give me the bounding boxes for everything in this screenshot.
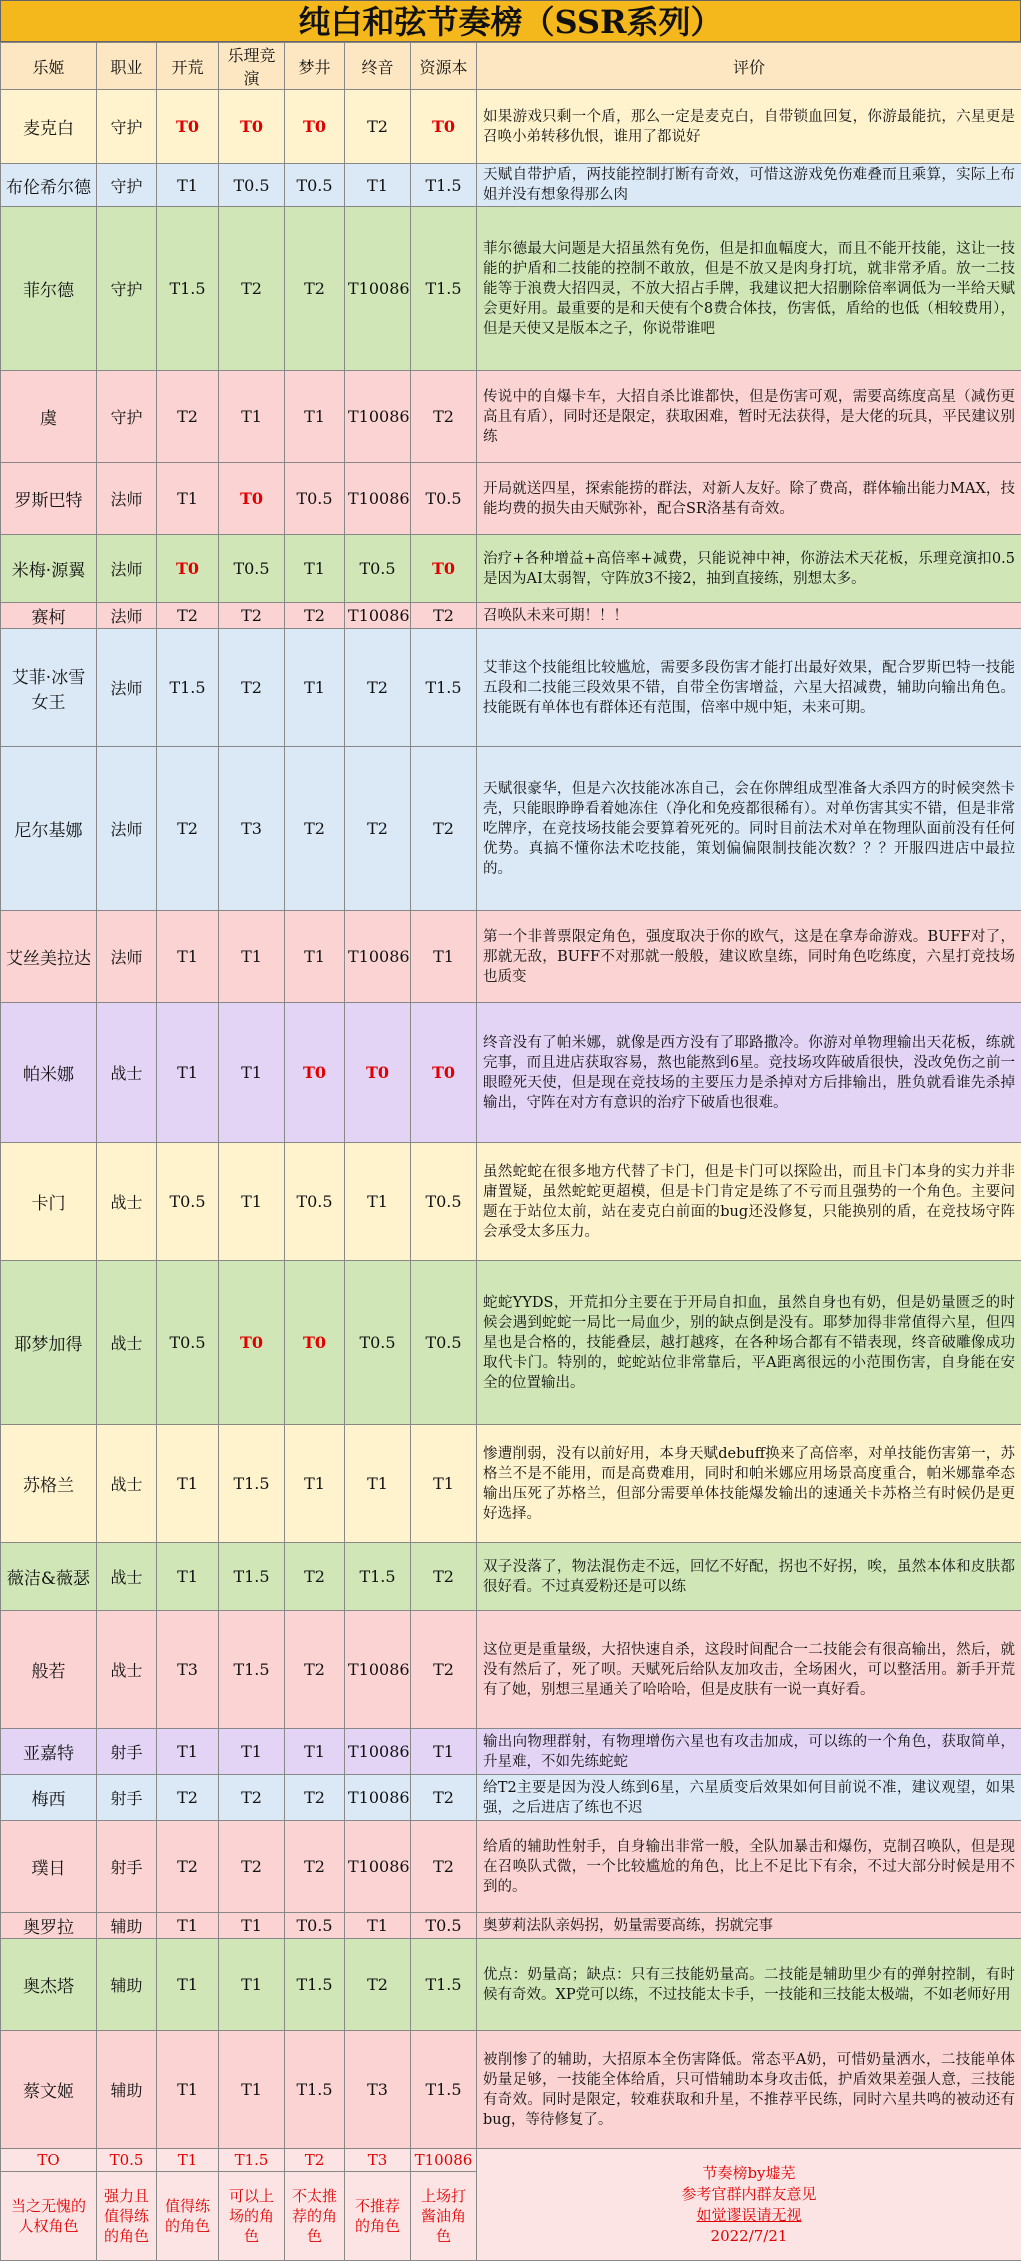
tier-mengjing: T0 (285, 1261, 345, 1425)
character-row (1, 1543, 1021, 1611)
character-job: 守护 (97, 371, 157, 463)
character-name: 赛柯 (1, 603, 97, 629)
tier-kaihuang: T1 (157, 463, 219, 535)
character-job: 战士 (97, 1425, 157, 1543)
tier-zhongyin: T1 (345, 164, 411, 207)
character-name: 亚嘉特 (1, 1729, 97, 1775)
tier-kaihuang: T3 (157, 1611, 219, 1729)
tier-mengjing: T0.5 (285, 463, 345, 535)
tier-ziyuanben: T2 (411, 1821, 477, 1913)
character-row (1, 1425, 1021, 1543)
tier-key: T3 (345, 2149, 411, 2172)
character-job: 战士 (97, 1543, 157, 1611)
tier-mengjing: T2 (285, 207, 345, 371)
tier-kaihuang: T0 (157, 90, 219, 164)
character-name: 布伦希尔德 (1, 164, 97, 207)
tier-mengjing: T2 (285, 1543, 345, 1611)
character-row (1, 1729, 1021, 1775)
publish-date: 2022/7/21 (480, 2226, 1018, 2247)
character-name: 薇洁&薇瑟 (1, 1543, 97, 1611)
character-review: 蛇蛇YYDS，开荒扣分主要在于开局自扣血，虽然自身也有奶，但是奶量匮乏的时候会遇到蛇蛇一局比一局血少，别的缺点倒是没有。耶梦加得非常值得六星，但四星也是合格的，技能叠层，越打越疼，在各种场合都有不错表现，终音破雕像成功取代卡门。特别的，蛇蛇站位非常靠后，平A距离很远的小范围伤害，自身能在安全的位置输出。 (477, 1261, 1021, 1425)
character-job: 守护 (97, 90, 157, 164)
tier-legend: 不太推荐的角色 (285, 2172, 345, 2261)
tier-mengjing: T0.5 (285, 1143, 345, 1261)
tier-ziyuanben: T2 (411, 747, 477, 911)
character-review: 第一个非普票限定角色，强度取决于你的欧气，这是在拿寿命游戏。BUFF对了，那就无敌，BUFF不对那就一般般，建议欧皇练，同时角色吃练度，六星打竞技场也质变 (477, 911, 1021, 1003)
character-row (1, 207, 1021, 371)
tier-kaihuang: T1 (157, 1425, 219, 1543)
character-review: 奥萝莉法队亲妈拐，奶量需要高练，拐就完事 (477, 1913, 1021, 1939)
character-name: 奥杰塔 (1, 1939, 97, 2031)
tier-mengjing: T1 (285, 911, 345, 1003)
header-review: 评价 (477, 43, 1021, 90)
tier-kaihuang: T1 (157, 164, 219, 207)
character-job: 射手 (97, 1821, 157, 1913)
tier-mengjing: T2 (285, 1821, 345, 1913)
tier-mengjing: T1 (285, 1425, 345, 1543)
tier-mengjing: T1 (285, 1729, 345, 1775)
tier-zhongyin: T2 (345, 747, 411, 911)
tier-ziyuanben: T1.5 (411, 629, 477, 747)
character-row (1, 1939, 1021, 2031)
character-review: 天赋自带护盾，两技能控制打断有奇效，可惜这游戏免伤难叠而且乘算，实际上布姐并没有想象得那么肉 (477, 164, 1021, 207)
tier-zhongyin: T2 (345, 90, 411, 164)
tier-key: T10086 (411, 2149, 477, 2172)
character-review: 菲尔德最大问题是大招虽然有免伤，但是扣血幅度大，而且不能开技能，这让一技能的护盾和二技能的控制不敢放，但是不放又是肉身打坑，就非常矛盾。放一二技能等于浪费大招四灵，不放大招占手牌，我建议把大招删除倍率调低为一半给天赋会更好用。最重要的是和天使有个8费合体技，伤害低，盾给的也低（相较费用），但是天使又是版本之子，你说带谁吧 (477, 207, 1021, 371)
tier-zhongyin: T10086 (345, 207, 411, 371)
character-job: 战士 (97, 1611, 157, 1729)
tier-kaihuang: T0 (157, 535, 219, 603)
tier-yueli: T0.5 (219, 164, 285, 207)
tier-zhongyin: T10086 (345, 1775, 411, 1821)
character-name: 艾丝美拉达 (1, 911, 97, 1003)
tier-ziyuanben: T1 (411, 911, 477, 1003)
tier-ziyuanben: T0 (411, 535, 477, 603)
tier-yueli: T1 (219, 1913, 285, 1939)
character-review: 给T2主要是因为没人练到6星，六星质变后效果如何目前说不准，建议观望，如果强，之后进店了练也不迟 (477, 1775, 1021, 1821)
character-row (1, 1261, 1021, 1425)
tier-zhongyin: T10086 (345, 1611, 411, 1729)
tier-yueli: T2 (219, 629, 285, 747)
character-job: 法师 (97, 463, 157, 535)
tier-kaihuang: T2 (157, 603, 219, 629)
tier-legend: 值得练的角色 (157, 2172, 219, 2261)
tier-kaihuang: T2 (157, 1775, 219, 1821)
tier-yueli: T1 (219, 1003, 285, 1143)
tier-ziyuanben: T0.5 (411, 1261, 477, 1425)
tier-mengjing: T0.5 (285, 164, 345, 207)
tier-yueli: T2 (219, 1775, 285, 1821)
character-review: 虽然蛇蛇在很多地方代替了卡门，但是卡门可以探险出，而且卡门本身的实力并非庸置疑，虽然蛇蛇更超模，但是卡门肯定是练了不亏而且强势的一个角色。主要问题在于站位太前，站在麦克白前面的bug还没修复，只能换别的盾，在竞技场守阵会承受太多压力。 (477, 1143, 1021, 1261)
character-name: 苏格兰 (1, 1425, 97, 1543)
character-row (1, 371, 1021, 463)
tier-ziyuanben: T0 (411, 1003, 477, 1143)
tier-kaihuang: T1 (157, 2031, 219, 2149)
tier-key-row (1, 2149, 1021, 2172)
tier-zhongyin: T10086 (345, 1821, 411, 1913)
tier-yueli: T0 (219, 1261, 285, 1425)
character-name: 尼尔基娜 (1, 747, 97, 911)
header-zhongyin: 终音 (345, 43, 411, 90)
tier-mengjing: T2 (285, 1775, 345, 1821)
character-row (1, 535, 1021, 603)
tier-mengjing: T2 (285, 603, 345, 629)
tier-zhongyin: T1 (345, 1143, 411, 1261)
tier-yueli: T1 (219, 911, 285, 1003)
tier-zhongyin: T2 (345, 1939, 411, 2031)
character-name: 般若 (1, 1611, 97, 1729)
tier-mengjing: T2 (285, 747, 345, 911)
header-ziyuanben: 资源本 (411, 43, 477, 90)
character-name: 罗斯巴特 (1, 463, 97, 535)
tier-kaihuang: T2 (157, 1821, 219, 1913)
tier-key: T0.5 (97, 2149, 157, 2172)
character-row (1, 164, 1021, 207)
tier-mengjing: T0 (285, 90, 345, 164)
character-job: 法师 (97, 747, 157, 911)
character-review: 治疗+各种增益+高倍率+减费，只能说神中神，你游法术天花板，乐理竞演扣0.5是因为AI太弱智，守阵放3不接2，抽到直接练，别想太多。 (477, 535, 1021, 603)
tier-yueli: T0 (219, 463, 285, 535)
tier-zhongyin: T1.5 (345, 1543, 411, 1611)
tier-yueli: T1 (219, 371, 285, 463)
character-job: 辅助 (97, 2031, 157, 2149)
character-job: 射手 (97, 1729, 157, 1775)
character-name: 虞 (1, 371, 97, 463)
header-job: 职业 (97, 43, 157, 90)
character-job: 守护 (97, 164, 157, 207)
tier-ziyuanben: T1.5 (411, 207, 477, 371)
tier-ziyuanben: T2 (411, 1543, 477, 1611)
tier-yueli: T1 (219, 1143, 285, 1261)
character-review: 这位更是重量级，大招快速自杀，这段时间配合一二技能会有很高输出，然后，就没有然后了，死了呗。天赋死后给队友加攻击，全场困火，可以整活用。新手开荒有了她，别想三星通关了哈哈哈，但是皮肤有一说一真好看。 (477, 1611, 1021, 1729)
reference-note: 参考官群内群友意见 (480, 2184, 1018, 2205)
tier-zhongyin: T0.5 (345, 1261, 411, 1425)
tier-zhongyin: T10086 (345, 463, 411, 535)
tier-key: T2 (285, 2149, 345, 2172)
character-review: 终音没有了帕米娜，就像是西方没有了耶路撒冷。你游对单物理输出天花板，练就完事，而且进店获取容易，熬也能熬到6星。竞技场攻阵破盾很快，没改免伤之前一眼瞪死天使，但是现在竞技场的主要压力是杀掉对方后排输出，胜负就看谁先杀掉输出，守阵在对方有意识的治疗下破盾也很难。 (477, 1003, 1021, 1143)
tier-legend: 上场打酱油角色 (411, 2172, 477, 2261)
character-review: 艾菲这个技能组比较尴尬，需要多段伤害才能打出最好效果，配合罗斯巴特一技能五段和二技能三段效果不错，自带全伤害增益，六星大招减费，辅助向输出角色。技能既有单体也有群体还有范围，倍率中规中矩，未来可期。 (477, 629, 1021, 747)
character-review: 如果游戏只剩一个盾，那么一定是麦克白，自带锁血回复，你游最能抗，六星更是召唤小弟转移仇恨，谁用了都说好 (477, 90, 1021, 164)
character-name: 帕米娜 (1, 1003, 97, 1143)
character-row (1, 629, 1021, 747)
tier-mengjing: T1 (285, 371, 345, 463)
tier-kaihuang: T1 (157, 1003, 219, 1143)
tier-ziyuanben: T1.5 (411, 2031, 477, 2149)
character-name: 麦克白 (1, 90, 97, 164)
character-row (1, 1913, 1021, 1939)
tier-ziyuanben: T1.5 (411, 164, 477, 207)
character-review: 惨遭削弱，没有以前好用，本身天赋debuff换来了高倍率，对单技能伤害第一，苏格兰不是不能用，而是高费难用，同时和帕米娜应用场景高度重合，帕米娜靠牵态输出压死了苏格兰，但部分需要单体技能爆发输出的速通关卡苏格兰有时候仍是更好选择。 (477, 1425, 1021, 1543)
character-job: 辅助 (97, 1939, 157, 2031)
character-job: 射手 (97, 1775, 157, 1821)
character-name: 艾菲·冰雪女王 (1, 629, 97, 747)
character-row (1, 90, 1021, 164)
author-credit: 节奏榜by墟芜 (480, 2163, 1018, 2184)
tier-yueli: T0 (219, 90, 285, 164)
tier-mengjing: T2 (285, 1611, 345, 1729)
author-note (477, 2149, 1021, 2261)
tier-ziyuanben: T2 (411, 371, 477, 463)
tier-mengjing: T0 (285, 1003, 345, 1143)
tier-zhongyin: T10086 (345, 911, 411, 1003)
tier-ziyuanben: T1 (411, 1729, 477, 1775)
character-row (1, 911, 1021, 1003)
character-name: 奥罗拉 (1, 1913, 97, 1939)
character-job: 战士 (97, 1143, 157, 1261)
tier-ziyuanben: T2 (411, 1775, 477, 1821)
tier-ziyuanben: T2 (411, 603, 477, 629)
character-job: 战士 (97, 1261, 157, 1425)
character-review: 开局就送四星，探索能捞的群法，对新人友好。除了费高，群体输出能力MAX，技能均费的损失由天赋弥补，配合SR洛基有奇效。 (477, 463, 1021, 535)
character-row (1, 1775, 1021, 1821)
tier-yueli: T2 (219, 1821, 285, 1913)
tier-yueli: T1.5 (219, 1611, 285, 1729)
character-job: 守护 (97, 207, 157, 371)
tier-mengjing: T1 (285, 535, 345, 603)
character-name: 菲尔德 (1, 207, 97, 371)
tier-zhongyin: T1 (345, 1425, 411, 1543)
tier-kaihuang: T0.5 (157, 1143, 219, 1261)
tier-zhongyin: T0.5 (345, 535, 411, 603)
character-review: 双子没落了，物法混伤走不远，回忆不好配，拐也不好拐，唉，虽然本体和皮肤都很好看。不过真爱粉还是可以练 (477, 1543, 1021, 1611)
tier-mengjing: T1 (285, 629, 345, 747)
character-row (1, 1143, 1021, 1261)
character-name: 卡门 (1, 1143, 97, 1261)
character-review: 召唤队未来可期！！！ (477, 603, 1021, 629)
tier-kaihuang: T1.5 (157, 207, 219, 371)
tier-ziyuanben: T2 (411, 1611, 477, 1729)
header-name: 乐姬 (1, 43, 97, 90)
character-review: 天赋很豪华，但是六次技能冰冻自己，会在你牌组成型准备大杀四方的时候突然卡壳，只能眼睁睁看着她冻住（净化和免疫都很稀有）。对单伤害其实不错，但是非常吃牌序，在竞技场技能会要算着死死的。同时目前法术对单在物理队面前没有任何优势。真搞不懂你法术吃技能，策划偏偏限制技能次数？？？开服四进店中最拉的。 (477, 747, 1021, 911)
character-job: 法师 (97, 911, 157, 1003)
tier-key: T1.5 (219, 2149, 285, 2172)
tier-legend: 不推荐的角色 (345, 2172, 411, 2261)
tier-yueli: T2 (219, 207, 285, 371)
tier-yueli: T0.5 (219, 535, 285, 603)
character-row (1, 2031, 1021, 2149)
disclaimer-link[interactable]: 如觉谬误请无视 (480, 2205, 1018, 2226)
tier-zhongyin: T2 (345, 629, 411, 747)
tier-yueli: T1 (219, 1939, 285, 2031)
tier-kaihuang: T1 (157, 911, 219, 1003)
tier-kaihuang: T1 (157, 1939, 219, 2031)
header-yueli: 乐理竞演 (219, 43, 285, 90)
tier-table (0, 42, 1021, 2261)
tier-ziyuanben: T1.5 (411, 1939, 477, 2031)
tier-zhongyin: T3 (345, 2031, 411, 2149)
tier-zhongyin: T10086 (345, 603, 411, 629)
header-mengjing: 梦井 (285, 43, 345, 90)
character-job: 法师 (97, 629, 157, 747)
tier-legend: 可以上场的角色 (219, 2172, 285, 2261)
tier-mengjing: T1.5 (285, 2031, 345, 2149)
tier-yueli: T1 (219, 2031, 285, 2149)
character-name: 璞日 (1, 1821, 97, 1913)
tier-yueli: T3 (219, 747, 285, 911)
tier-mengjing: T1.5 (285, 1939, 345, 2031)
character-job: 法师 (97, 603, 157, 629)
tier-zhongyin: T10086 (345, 1729, 411, 1775)
character-review: 被削惨了的辅助，大招原本全伤害降低。常态平A奶，可惜奶量洒水，二技能单体奶量足够，一技能全体给盾，只可惜辅助本身攻击低，护盾效果差强人意，三技能有奇效。同时是限定，较难获取和升星，不推荐平民练，同时六星共鸣的被动还有bug，等待修复了。 (477, 2031, 1021, 2149)
header-kaihuang: 开荒 (157, 43, 219, 90)
tier-zhongyin: T1 (345, 1913, 411, 1939)
tier-legend: 强力且值得练的角色 (97, 2172, 157, 2261)
header-row (1, 43, 1021, 90)
tier-kaihuang: T2 (157, 747, 219, 911)
character-job: 法师 (97, 535, 157, 603)
tier-key: T1 (157, 2149, 219, 2172)
tier-yueli: T2 (219, 603, 285, 629)
tier-legend: 当之无愧的人权角色 (1, 2172, 97, 2261)
tier-ziyuanben: T0.5 (411, 1143, 477, 1261)
tier-kaihuang: T2 (157, 371, 219, 463)
character-row (1, 463, 1021, 535)
character-row (1, 1611, 1021, 1729)
tier-zhongyin: T10086 (345, 371, 411, 463)
tier-kaihuang: T1 (157, 1543, 219, 1611)
character-row (1, 603, 1021, 629)
character-name: 蔡文姬 (1, 2031, 97, 2149)
character-name: 梅西 (1, 1775, 97, 1821)
tier-ziyuanben: T0.5 (411, 1913, 477, 1939)
character-row (1, 747, 1021, 911)
tier-kaihuang: T1.5 (157, 629, 219, 747)
tier-ziyuanben: T0.5 (411, 463, 477, 535)
tier-kaihuang: T0.5 (157, 1261, 219, 1425)
tier-kaihuang: T1 (157, 1913, 219, 1939)
character-row (1, 1003, 1021, 1143)
tier-ziyuanben: T0 (411, 90, 477, 164)
character-job: 辅助 (97, 1913, 157, 1939)
character-review: 优点：奶量高；缺点：只有三技能奶量高。二技能是辅助里少有的弹射控制，有时候有奇效。XP党可以练，不过技能太卡手，一技能和三技能太极端，不如老师好用 (477, 1939, 1021, 2031)
character-row (1, 1821, 1021, 1913)
tier-yueli: T1.5 (219, 1543, 285, 1611)
character-name: 米梅·源翼 (1, 535, 97, 603)
character-name: 耶梦加得 (1, 1261, 97, 1425)
character-job: 战士 (97, 1003, 157, 1143)
tier-zhongyin: T0 (345, 1003, 411, 1143)
tier-mengjing: T0.5 (285, 1913, 345, 1939)
character-review: 输出向物理群射，有物理增伤六星也有攻击加成，可以练的一个角色，获取简单，升星难，不如先练蛇蛇 (477, 1729, 1021, 1775)
character-review: 给盾的辅助性射手，自身输出非常一般，全队加暴击和爆伤，克制召唤队，但是现在召唤队式微，一个比较尴尬的角色，比上不足比下有余，不过大部分时候是用不到的。 (477, 1821, 1021, 1913)
tier-key: TO (1, 2149, 97, 2172)
tier-ziyuanben: T1 (411, 1425, 477, 1543)
tier-yueli: T1.5 (219, 1425, 285, 1543)
character-review: 传说中的自爆卡车，大招自杀比谁都快，但是伤害可观，需要高练度高星（减伤更高且有盾），同时还是限定，获取困难，暂时无法获得，是大佬的玩具，平民建议别练 (477, 371, 1021, 463)
page-title: 纯白和弦节奏榜（SSR系列） (0, 0, 1021, 42)
tier-yueli: T1 (219, 1729, 285, 1775)
tier-kaihuang: T1 (157, 1729, 219, 1775)
